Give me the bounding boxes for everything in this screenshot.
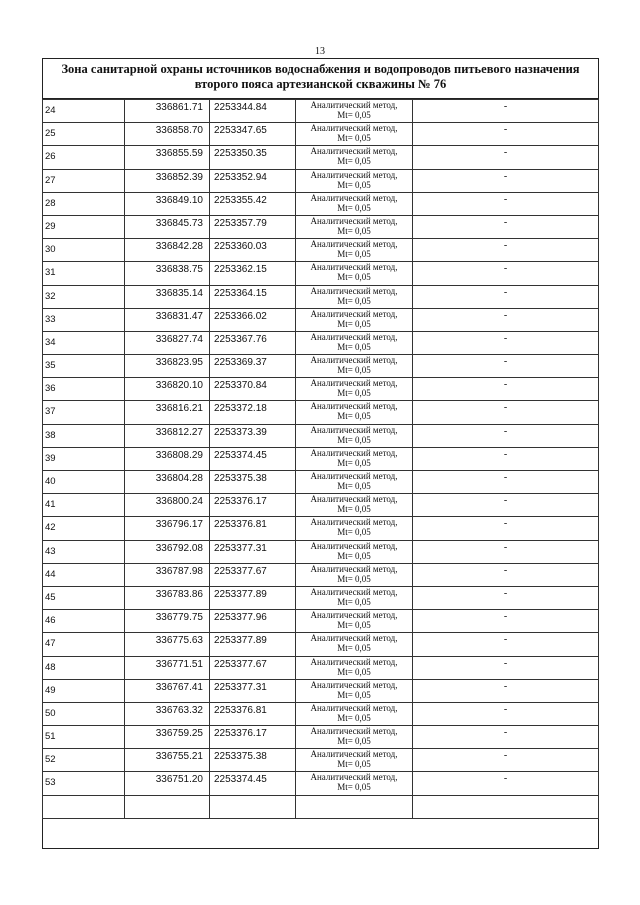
accuracy-value: Mt= 0,05: [337, 341, 371, 352]
x-coordinate-cell: 336808.29: [125, 447, 210, 470]
table-row: [43, 772, 599, 795]
method-cell: [296, 331, 413, 354]
y-coordinate-cell: 2253375.38: [210, 749, 296, 772]
method-cell: [296, 679, 413, 702]
note-cell: -: [413, 540, 599, 563]
y-coordinate-cell: 2253377.96: [210, 610, 296, 633]
point-number-cell: 33: [43, 308, 125, 331]
point-number-cell: 31: [43, 262, 125, 285]
accuracy-value: Mt= 0,05: [337, 110, 371, 120]
accuracy-value: Mt= 0,05: [337, 504, 371, 515]
method-label: Аналитический метод,: [310, 169, 398, 180]
x-coordinate-cell: 336838.75: [125, 262, 210, 285]
method-label: Аналитический метод,: [310, 192, 398, 203]
method-label: Аналитический метод,: [310, 471, 398, 481]
method-cell: [296, 586, 413, 609]
table-row: [43, 447, 599, 470]
accuracy-value: Mt= 0,05: [337, 179, 371, 190]
method-label: Аналитический метод,: [310, 702, 398, 713]
method-cell: [296, 262, 413, 285]
point-number-cell: 36: [43, 378, 125, 401]
method-label: Аналитический метод,: [310, 517, 398, 528]
table-row: [43, 100, 599, 123]
x-coordinate-cell: 336835.14: [125, 285, 210, 308]
y-coordinate-cell: 2253375.38: [210, 471, 296, 494]
accuracy-value: Mt= 0,05: [337, 318, 371, 329]
empty-cell: [210, 795, 296, 818]
x-coordinate-cell: 336779.75: [125, 610, 210, 633]
method-cell: [296, 285, 413, 308]
accuracy-value: Mt= 0,05: [337, 712, 371, 723]
y-coordinate-cell: 2253364.15: [210, 285, 296, 308]
accuracy-value: Mt= 0,05: [337, 388, 371, 399]
x-coordinate-cell: 336800.24: [125, 494, 210, 517]
x-coordinate-cell: 336820.10: [125, 378, 210, 401]
point-number-cell: 26: [43, 146, 125, 169]
y-coordinate-cell: 2253352.94: [210, 169, 296, 192]
empty-cell: [296, 795, 413, 818]
method-cell: [296, 494, 413, 517]
accuracy-value: Mt= 0,05: [337, 411, 371, 422]
accuracy-value: Mt= 0,05: [337, 481, 371, 491]
accuracy-value: Mt= 0,05: [337, 249, 371, 260]
note-cell: -: [413, 586, 599, 609]
note-cell: -: [413, 285, 599, 308]
point-number-cell: 50: [43, 702, 125, 725]
point-number-cell: 32: [43, 285, 125, 308]
method-label: Аналитический метод,: [310, 239, 398, 250]
method-cell: [296, 447, 413, 470]
note-cell: -: [413, 633, 599, 656]
table-row: [43, 540, 599, 563]
point-number-cell: 53: [43, 772, 125, 795]
accuracy-value: Mt= 0,05: [337, 643, 371, 654]
y-coordinate-cell: 2253377.67: [210, 563, 296, 586]
x-coordinate-cell: 336796.17: [125, 517, 210, 540]
x-coordinate-cell: 336771.51: [125, 656, 210, 679]
method-cell: [296, 726, 413, 749]
method-cell: [296, 146, 413, 169]
accuracy-value: Mt= 0,05: [337, 527, 371, 538]
point-number-cell: 43: [43, 540, 125, 563]
method-cell: [296, 749, 413, 772]
y-coordinate-cell: 2253369.37: [210, 355, 296, 378]
point-number-cell: 28: [43, 192, 125, 215]
method-label: Аналитический метод,: [310, 146, 398, 157]
method-label: Аналитический метод,: [310, 494, 398, 505]
x-coordinate-cell: 336855.59: [125, 146, 210, 169]
table-title: [43, 59, 598, 99]
table-row: [43, 494, 599, 517]
method-cell: [296, 610, 413, 633]
method-label: Аналитический метод,: [310, 100, 398, 110]
method-cell: [296, 100, 413, 123]
empty-cell: [43, 795, 125, 818]
x-coordinate-cell: 336767.41: [125, 679, 210, 702]
method-label: Аналитический метод,: [310, 633, 398, 644]
y-coordinate-cell: 2253366.02: [210, 308, 296, 331]
accuracy-value: Mt= 0,05: [337, 156, 371, 167]
y-coordinate-cell: 2253376.17: [210, 726, 296, 749]
accuracy-value: Mt= 0,05: [337, 272, 371, 283]
note-cell: -: [413, 563, 599, 586]
y-coordinate-cell: 2253377.89: [210, 633, 296, 656]
coordinates-table-body: [43, 100, 599, 819]
table-row: [43, 215, 599, 238]
note-cell: -: [413, 331, 599, 354]
y-coordinate-cell: 2253376.81: [210, 517, 296, 540]
accuracy-value: Mt= 0,05: [337, 689, 371, 700]
table-row: [43, 308, 599, 331]
method-label: Аналитический метод,: [310, 656, 398, 667]
method-cell: [296, 424, 413, 447]
note-cell: -: [413, 471, 599, 494]
document-frame: [42, 58, 599, 849]
accuracy-value: Mt= 0,05: [337, 759, 371, 770]
method-cell: [296, 123, 413, 146]
point-number-cell: 42: [43, 517, 125, 540]
accuracy-value: Mt= 0,05: [337, 202, 371, 213]
point-number-cell: 35: [43, 355, 125, 378]
accuracy-value: Mt= 0,05: [337, 596, 371, 607]
note-cell: -: [413, 123, 599, 146]
method-cell: [296, 471, 413, 494]
method-cell: [296, 540, 413, 563]
page-number: 13: [315, 46, 325, 57]
method-label: Аналитический метод,: [310, 424, 398, 435]
x-coordinate-cell: 336852.39: [125, 169, 210, 192]
x-coordinate-cell: 336812.27: [125, 424, 210, 447]
y-coordinate-cell: 2253377.31: [210, 540, 296, 563]
method-cell: [296, 308, 413, 331]
note-cell: -: [413, 656, 599, 679]
point-number-cell: 46: [43, 610, 125, 633]
table-row: [43, 424, 599, 447]
method-label: Аналитический метод,: [310, 540, 398, 551]
table-row: [43, 239, 599, 262]
y-coordinate-cell: 2253373.39: [210, 424, 296, 447]
empty-table-row: [43, 795, 599, 818]
accuracy-value: Mt= 0,05: [337, 573, 371, 584]
note-cell: -: [413, 749, 599, 772]
table-row: [43, 656, 599, 679]
method-cell: [296, 401, 413, 424]
point-number-cell: 38: [43, 424, 125, 447]
point-number-cell: 25: [43, 123, 125, 146]
method-cell: [296, 563, 413, 586]
table-row: [43, 702, 599, 725]
y-coordinate-cell: 2253376.17: [210, 494, 296, 517]
x-coordinate-cell: 336827.74: [125, 331, 210, 354]
y-coordinate-cell: 2253376.81: [210, 702, 296, 725]
point-number-cell: 47: [43, 633, 125, 656]
x-coordinate-cell: 336787.98: [125, 563, 210, 586]
method-cell: [296, 355, 413, 378]
method-label: Аналитический метод,: [310, 563, 398, 574]
y-coordinate-cell: 2253350.35: [210, 146, 296, 169]
x-coordinate-cell: 336775.63: [125, 633, 210, 656]
y-coordinate-cell: 2253377.67: [210, 656, 296, 679]
method-cell: [296, 772, 413, 795]
point-number-cell: 52: [43, 749, 125, 772]
table-title-line-1: Зона санитарной охраны источников водоснабжения и водопроводов питьевого назначения: [61, 62, 580, 76]
table-row: [43, 262, 599, 285]
method-cell: [296, 517, 413, 540]
note-cell: -: [413, 517, 599, 540]
note-cell: -: [413, 401, 599, 424]
note-cell: -: [413, 610, 599, 633]
table-row: [43, 749, 599, 772]
point-number-cell: 27: [43, 169, 125, 192]
method-label: Аналитический метод,: [310, 726, 398, 737]
method-cell: [296, 239, 413, 262]
y-coordinate-cell: 2253357.79: [210, 215, 296, 238]
point-number-cell: 30: [43, 239, 125, 262]
note-cell: -: [413, 100, 599, 123]
y-coordinate-cell: 2253367.76: [210, 331, 296, 354]
point-number-cell: 51: [43, 726, 125, 749]
accuracy-value: Mt= 0,05: [337, 782, 371, 793]
accuracy-value: Mt= 0,05: [337, 620, 371, 631]
accuracy-value: Mt= 0,05: [337, 666, 371, 677]
method-label: Аналитический метод,: [310, 262, 398, 273]
table-row: [43, 563, 599, 586]
x-coordinate-cell: 336755.21: [125, 749, 210, 772]
y-coordinate-cell: 2253360.03: [210, 239, 296, 262]
table-row: [43, 355, 599, 378]
method-cell: [296, 702, 413, 725]
table-row: [43, 633, 599, 656]
method-label: Аналитический метод,: [310, 285, 398, 296]
point-number-cell: 41: [43, 494, 125, 517]
method-label: Аналитический метод,: [310, 772, 398, 783]
note-cell: -: [413, 726, 599, 749]
y-coordinate-cell: 2253362.15: [210, 262, 296, 285]
method-label: Аналитический метод,: [310, 355, 398, 366]
note-cell: -: [413, 679, 599, 702]
x-coordinate-cell: 336816.21: [125, 401, 210, 424]
point-number-cell: 34: [43, 331, 125, 354]
table-row: [43, 586, 599, 609]
method-label: Аналитический метод,: [310, 447, 398, 458]
x-coordinate-cell: 336751.20: [125, 772, 210, 795]
x-coordinate-cell: 336792.08: [125, 540, 210, 563]
method-label: Аналитический метод,: [310, 215, 398, 226]
point-number-cell: 45: [43, 586, 125, 609]
table-row: [43, 331, 599, 354]
y-coordinate-cell: 2253372.18: [210, 401, 296, 424]
method-label: Аналитический метод,: [310, 378, 398, 389]
x-coordinate-cell: 336845.73: [125, 215, 210, 238]
accuracy-value: Mt= 0,05: [337, 295, 371, 306]
accuracy-value: Mt= 0,05: [337, 225, 371, 236]
method-cell: [296, 215, 413, 238]
y-coordinate-cell: 2253374.45: [210, 772, 296, 795]
table-row: [43, 610, 599, 633]
note-cell: -: [413, 215, 599, 238]
method-cell: [296, 656, 413, 679]
method-label: Аналитический метод,: [310, 749, 398, 760]
x-coordinate-cell: 336759.25: [125, 726, 210, 749]
point-number-cell: 40: [43, 471, 125, 494]
method-label: Аналитический метод,: [310, 401, 398, 412]
method-cell: [296, 192, 413, 215]
table-row: [43, 378, 599, 401]
note-cell: -: [413, 169, 599, 192]
note-cell: -: [413, 355, 599, 378]
note-cell: -: [413, 192, 599, 215]
note-cell: -: [413, 239, 599, 262]
note-cell: -: [413, 702, 599, 725]
point-number-cell: 49: [43, 679, 125, 702]
table-row: [43, 146, 599, 169]
x-coordinate-cell: 336831.47: [125, 308, 210, 331]
point-number-cell: 29: [43, 215, 125, 238]
y-coordinate-cell: 2253374.45: [210, 447, 296, 470]
point-number-cell: 24: [43, 100, 125, 123]
note-cell: -: [413, 308, 599, 331]
table-title-line-2: второго пояса артезианской скважины № 76: [194, 77, 447, 91]
y-coordinate-cell: 2253370.84: [210, 378, 296, 401]
x-coordinate-cell: 336849.10: [125, 192, 210, 215]
point-number-cell: 44: [43, 563, 125, 586]
x-coordinate-cell: 336861.71: [125, 100, 210, 123]
table-row: [43, 192, 599, 215]
x-coordinate-cell: 336804.28: [125, 471, 210, 494]
y-coordinate-cell: 2253355.42: [210, 192, 296, 215]
y-coordinate-cell: 2253347.65: [210, 123, 296, 146]
point-number-cell: 39: [43, 447, 125, 470]
note-cell: -: [413, 772, 599, 795]
point-number-cell: 48: [43, 656, 125, 679]
table-row: [43, 471, 599, 494]
accuracy-value: Mt= 0,05: [337, 550, 371, 561]
method-label: Аналитический метод,: [310, 679, 398, 690]
empty-cell: [125, 795, 210, 818]
table-row: [43, 517, 599, 540]
method-cell: [296, 169, 413, 192]
table-row: [43, 169, 599, 192]
note-cell: -: [413, 494, 599, 517]
accuracy-value: Mt= 0,05: [337, 365, 371, 376]
table-row: [43, 285, 599, 308]
accuracy-value: Mt= 0,05: [337, 736, 371, 747]
table-row: [43, 123, 599, 146]
method-label: Аналитический метод,: [310, 610, 398, 621]
note-cell: -: [413, 146, 599, 169]
table-row: [43, 679, 599, 702]
note-cell: -: [413, 447, 599, 470]
method-label: Аналитический метод,: [310, 586, 398, 597]
x-coordinate-cell: 336823.95: [125, 355, 210, 378]
note-cell: -: [413, 424, 599, 447]
empty-cell: [413, 795, 599, 818]
method-label: Аналитический метод,: [310, 331, 398, 342]
x-coordinate-cell: 336763.32: [125, 702, 210, 725]
table-row: [43, 726, 599, 749]
y-coordinate-cell: 2253377.31: [210, 679, 296, 702]
note-cell: -: [413, 262, 599, 285]
accuracy-value: Mt= 0,05: [337, 457, 371, 468]
note-cell: -: [413, 378, 599, 401]
x-coordinate-cell: 336858.70: [125, 123, 210, 146]
table-row: [43, 401, 599, 424]
point-number-cell: 37: [43, 401, 125, 424]
x-coordinate-cell: 336783.86: [125, 586, 210, 609]
method-cell: [296, 633, 413, 656]
method-cell: [296, 378, 413, 401]
accuracy-value: Mt= 0,05: [337, 434, 371, 445]
method-label: Аналитический метод,: [310, 308, 398, 319]
y-coordinate-cell: 2253344.84: [210, 100, 296, 123]
y-coordinate-cell: 2253377.89: [210, 586, 296, 609]
method-label: Аналитический метод,: [310, 123, 398, 134]
coordinates-table: [42, 99, 599, 819]
x-coordinate-cell: 336842.28: [125, 239, 210, 262]
accuracy-value: Mt= 0,05: [337, 133, 371, 144]
